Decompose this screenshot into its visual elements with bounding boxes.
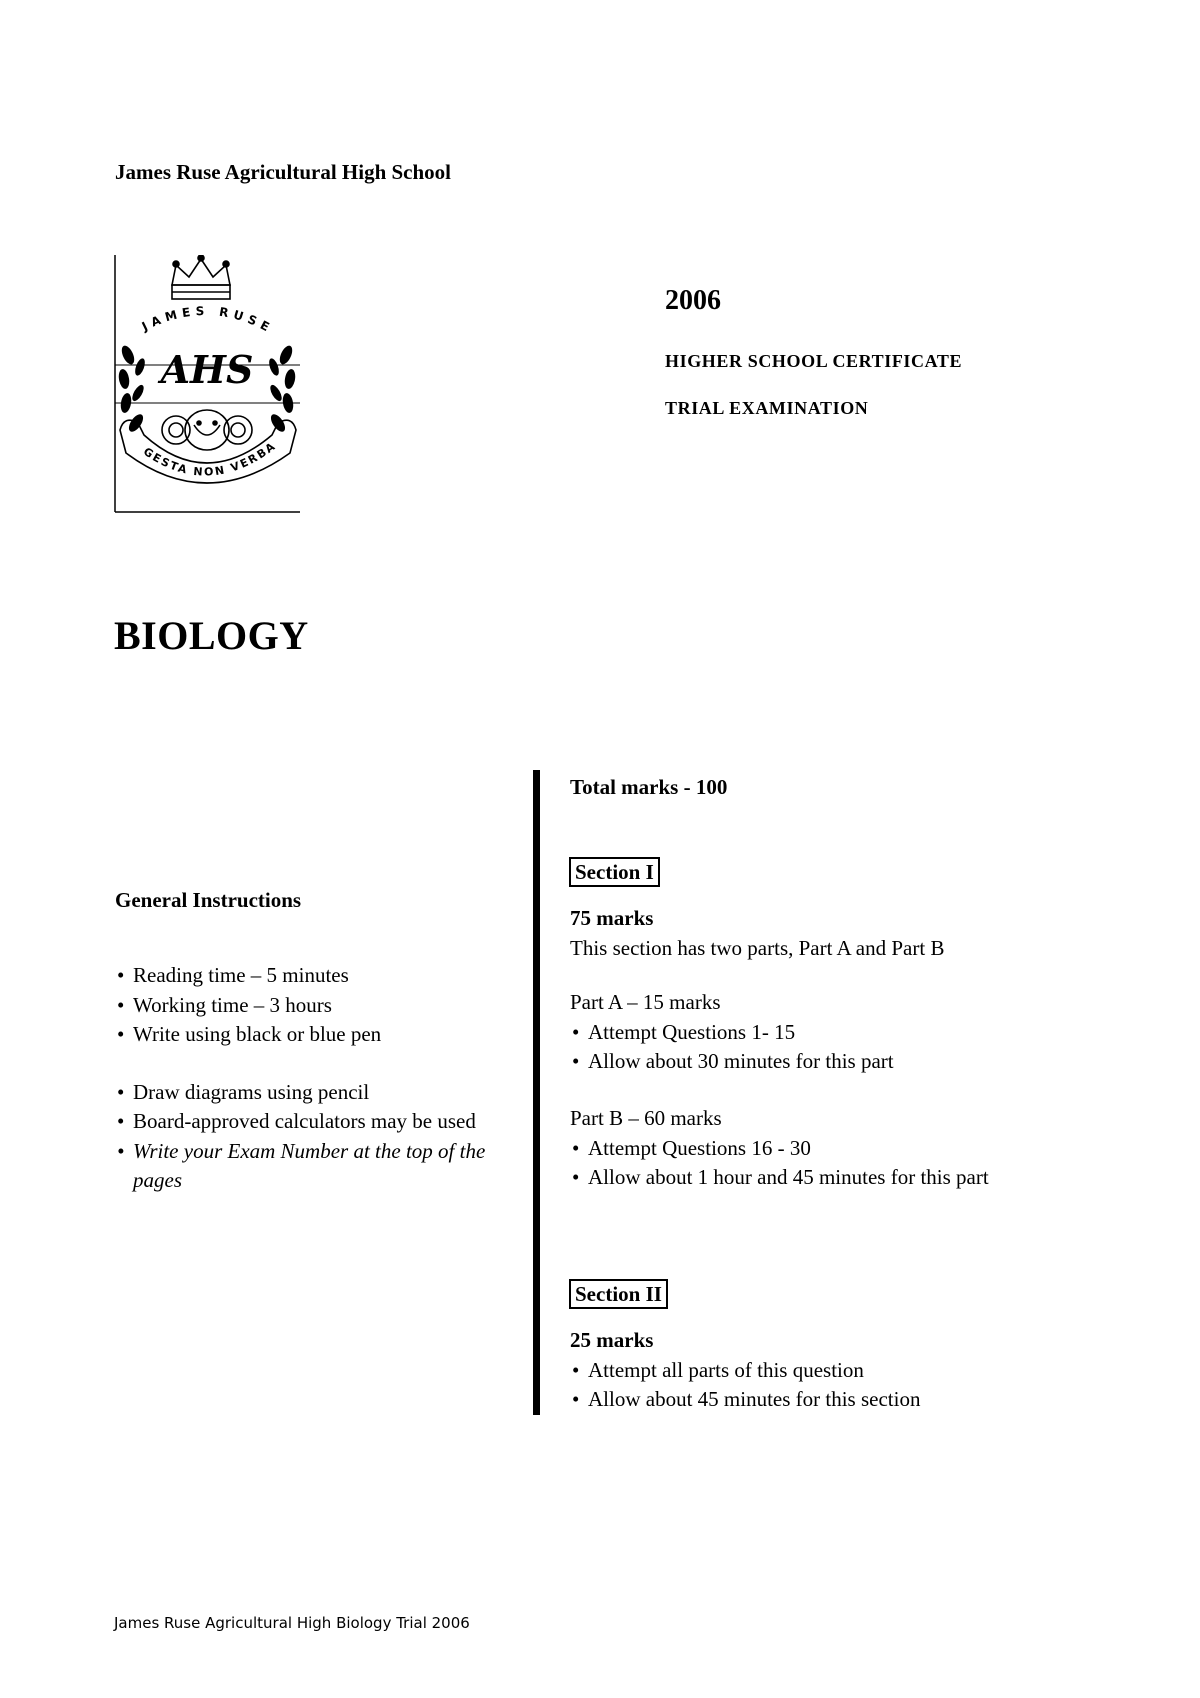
instruction-item: • Working time – 3 hours <box>117 992 332 1017</box>
page-footer: James Ruse Agricultural High Biology Trial 2006 <box>114 1614 470 1632</box>
instruction-item: • Board-approved calculators may be used <box>117 1109 476 1133</box>
part-b-item: • Allow about 1 hour and 45 minutes for this part <box>572 1165 989 1189</box>
part-b <box>570 1104 989 1193</box>
section-1-label: Section I <box>569 857 660 887</box>
certificate-title: HIGHER SCHOOL CERTIFICATE <box>665 351 963 371</box>
part-a-title: Part A – 15 marks <box>570 990 721 1014</box>
general-instructions-heading: General Instructions <box>115 888 302 912</box>
column-divider <box>533 770 540 1415</box>
instruction-item: • Write using black or blue pen <box>117 1022 382 1046</box>
part-a-item: • Allow about 30 minutes for this part <box>572 1049 894 1073</box>
section-1-details <box>570 904 944 963</box>
part-a-item: • Attempt Questions 1- 15 <box>572 1019 796 1044</box>
school-crest-icon <box>114 255 300 513</box>
total-marks: Total marks - 100 <box>570 775 728 799</box>
part-a <box>570 988 894 1077</box>
svg-text:AHS: AHS <box>160 347 254 392</box>
exam-type: TRIAL EXAMINATION <box>665 398 869 418</box>
school-name: James Ruse Agricultural High School <box>115 160 452 184</box>
part-b-title: Part B – 60 marks <box>570 1106 722 1130</box>
part-b-item: • Attempt Questions 16 - 30 <box>572 1135 811 1160</box>
exam-year: 2006 <box>665 285 721 316</box>
section-2-marks: 25 marks <box>570 1328 654 1352</box>
section-2-item: • Allow about 45 minutes for this section <box>572 1387 921 1411</box>
section-2-details <box>570 1326 920 1415</box>
section-1-marks: 75 marks <box>570 906 654 930</box>
section-2-item: • Attempt all parts of this question <box>572 1357 864 1382</box>
subject-title: BIOLOGY <box>114 613 309 658</box>
instruction-item: • Draw diagrams using pencil <box>117 1079 370 1104</box>
section-2-label: Section II <box>569 1279 668 1309</box>
instruction-item: • Write your Exam Number at the top of the pages <box>117 1138 486 1192</box>
svg-text:JAMES RUSE: JAMES RUSE <box>139 303 277 337</box>
instruction-item: • Reading time – 5 minutes <box>117 963 349 987</box>
general-instructions-list <box>115 961 525 1196</box>
section-1-description: This section has two parts, Part A and Part B <box>570 935 945 960</box>
svg-text:GESTA NON VERBA: GESTA NON VERBA <box>140 439 279 479</box>
